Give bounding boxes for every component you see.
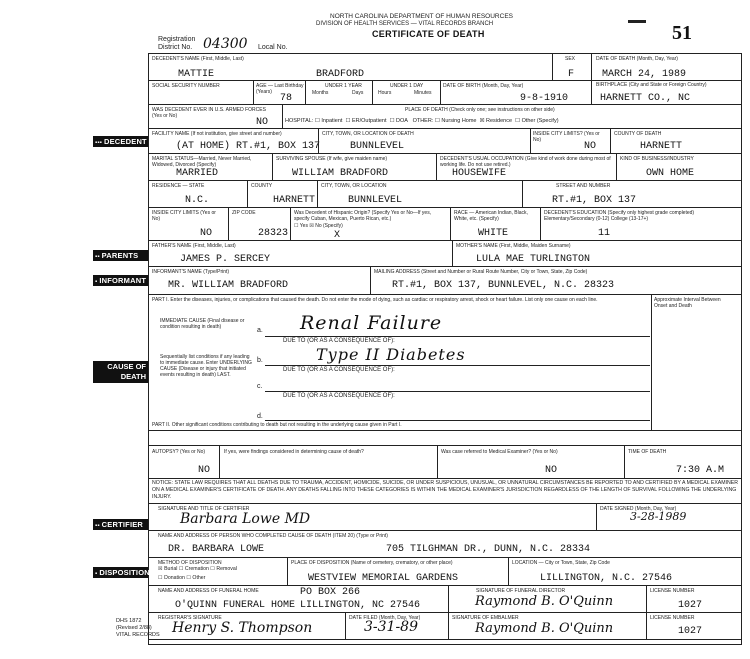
- informant-name: MR. WILLIAM BRADFORD: [168, 280, 289, 291]
- divider: [540, 207, 541, 240]
- education-label: DECEDENT'S EDUCATION (Specify only highest grade completed) Elementary/Secondary (0-12) College (13-17+): [544, 210, 695, 222]
- divider: [253, 80, 254, 104]
- hispanic-label: Was Decedent of Hispanic Origin? (Specify Yes or No—If yes, specify Cuban, Mexican, Puerto Rican, etc.): [294, 210, 432, 222]
- divider: [228, 207, 229, 240]
- rule: [148, 585, 742, 586]
- zip-label: ZIP CODE: [232, 210, 256, 216]
- armed-forces: NO: [256, 117, 269, 128]
- method-label: METHOD OF DISPOSITION: [158, 560, 222, 566]
- cause-line-c: [265, 391, 650, 392]
- res-limits-label: INSIDE CITY LIMITS (Yes or No): [152, 210, 216, 222]
- hours-label: Hours: [378, 90, 392, 96]
- hospital-label: HOSPITAL:: [285, 118, 314, 124]
- divider: [448, 585, 449, 639]
- divider: [452, 240, 453, 266]
- rule: [148, 503, 742, 504]
- license2-label: LICENSE NUMBER: [650, 615, 695, 621]
- birthplace: HARNETT CO., NC: [600, 93, 691, 104]
- date-of-death: MARCH 24, 1989: [602, 69, 687, 80]
- registrar-label: REGISTRAR'S SIGNATURE: [158, 615, 222, 621]
- place-of-death-label: PLACE OF DEATH (Check only one; see instructions on other side): [405, 107, 555, 113]
- inside-limits-label: INSIDE CITY LIMITS? (Yes or No): [533, 131, 600, 143]
- education: 11: [598, 228, 611, 239]
- inpatient-label: Inpatient: [321, 118, 343, 124]
- place-label: PLACE OF DISPOSITION (Name of cemetery, crematory, or other place): [291, 560, 453, 566]
- divider: [440, 80, 441, 104]
- hispanic-specify-label: (Specify): [323, 223, 343, 229]
- director-label: SIGNATURE OF FUNERAL DIRECTOR: [476, 588, 566, 594]
- hispanic-yes-checkbox[interactable]: ☐: [294, 223, 300, 229]
- tag-informant: ▪ INFORMANT: [95, 276, 147, 285]
- part2-label: PART II. Other significant conditions contributing to death but not resulting in the underlying cause given in Part I.: [152, 422, 402, 428]
- mother-label: MOTHER'S NAME (First, Middle, Maiden Surname): [456, 243, 571, 249]
- tag-decedent: ▪▪▪ DECEDENT: [95, 137, 147, 146]
- other-checkbox[interactable]: ☐: [186, 575, 193, 581]
- divider: [450, 207, 451, 240]
- days-label: Days: [352, 90, 364, 96]
- date-signed-label: DATE SIGNED (Month, Day, Year): [600, 506, 677, 512]
- cause-line-b: [265, 365, 650, 366]
- form-revised: (Revised 2/88): [116, 625, 152, 631]
- spouse-label: SURVIVING SPOUSE (If wife, give maiden name): [276, 156, 388, 162]
- mother-name: LULA MAE TURLINGTON: [476, 254, 591, 265]
- hispanic-value: X: [334, 230, 341, 241]
- other-label: OTHER:: [412, 118, 434, 124]
- divider: [596, 503, 597, 530]
- agency-line-1: NORTH CAROLINA DEPARTMENT OF HUMAN RESOURCES: [330, 13, 513, 20]
- autopsy: NO: [198, 465, 211, 476]
- birthplace-label: BIRTHPLACE (City and State or Foreign Country): [596, 82, 707, 88]
- divider: [651, 294, 652, 430]
- rule: [148, 104, 742, 105]
- county-of-death-label: COUNTY OF DEATH: [614, 131, 662, 137]
- rule: [148, 612, 742, 613]
- divider: [282, 104, 283, 128]
- line-d-marker: d.: [257, 413, 263, 420]
- rule: [148, 639, 742, 640]
- cause-a: Renal Failure: [300, 312, 443, 334]
- residence-city-label: CITY, TOWN, OR LOCATION: [321, 183, 387, 189]
- method-options: [158, 566, 288, 581]
- decedent-age: 78: [280, 93, 293, 104]
- residence-street: RT.#1, BOX 137: [552, 195, 637, 206]
- rule: [148, 180, 742, 181]
- funeral-home-name: O'QUINN FUNERAL HOME: [175, 600, 296, 611]
- funeral-home-address-2: LILLINGTON, NC 27546: [300, 600, 421, 611]
- race-label: RACE — American Indian, Black, White, etc. (Specify): [454, 210, 528, 222]
- date-filed-label: DATE FILED (Month, Day, Year): [349, 615, 421, 621]
- dod-label: DATE OF DEATH (Month, Day, Year): [596, 56, 678, 62]
- time-of-death: 7:30 A.M: [676, 465, 725, 476]
- residence-county: HARNETT: [273, 195, 316, 206]
- residence-label: Residence: [486, 118, 513, 124]
- part1-label: PART I. Enter the diseases, injuries, or complications that caused the death. Do not enter the mode of dying, such as cardiac or respiratory arrest, shock or heart failure. List only one cause on each line.: [152, 297, 598, 303]
- divider: [317, 180, 318, 207]
- form-number: DHS 1872: [116, 618, 142, 624]
- marital-label: MARITAL STATUS—Married, Never Married, Widowed, Divorced (Specify): [152, 156, 252, 168]
- tag-parents: ▪▪ PARENTS: [93, 250, 148, 261]
- facility-label: FACILITY NAME (If not institution, give street and number): [152, 131, 282, 137]
- under-1-year-label: UNDER 1 YEAR: [325, 83, 362, 89]
- age-label: AGE — Last Birthday (Years): [256, 83, 304, 95]
- interval-label: Approximate Interval Between Onset and Death: [654, 297, 721, 309]
- registration-label: Registration: [158, 36, 196, 43]
- name-label: DECEDENT'S NAME (First, Middle, Last): [152, 56, 244, 62]
- director-signature: Raymond B. O'Quinn: [475, 594, 614, 609]
- informant-label: INFORMANT'S NAME (Type/Print): [152, 269, 230, 275]
- residence-county-label: COUNTY: [251, 183, 273, 189]
- inpatient-checkbox[interactable]: ☐: [314, 118, 322, 124]
- date-signed: 3-28-1989: [630, 510, 687, 523]
- funeral-home-address-1: PO BOX 266: [300, 587, 361, 598]
- divider: [591, 53, 592, 80]
- hispanic-no-checkbox[interactable]: ☒: [309, 223, 316, 229]
- cause-b: Type II Diabetes: [316, 345, 466, 364]
- district-label: District No.: [158, 44, 193, 51]
- tag-disposition: ▪ DISPOSITION: [95, 568, 150, 577]
- decedent-sex: F: [568, 69, 575, 80]
- due-to-label-1: DUE TO (OR AS A CONSEQUENCE OF):: [283, 338, 395, 344]
- sequential-label: Sequentially list conditions if any leading to immediate cause. Enter UNDERLYING CAUSE (Disease or injury that initiated events resulting in death) LAST.: [160, 354, 252, 378]
- divider: [219, 445, 220, 478]
- minutes-label: Minutes: [414, 90, 432, 96]
- race: WHITE: [478, 228, 509, 239]
- removal-checkbox[interactable]: ☐: [210, 566, 217, 572]
- marital-status: MARRIED: [176, 168, 219, 179]
- cause-line-d: [265, 420, 650, 421]
- divider: [247, 180, 248, 207]
- doa-label: DOA: [396, 118, 408, 124]
- divider: [610, 128, 611, 153]
- district-number: 04300: [203, 36, 248, 52]
- divider: [508, 557, 509, 585]
- location-label: LOCATION — City or Town, State, Zip Code: [512, 560, 610, 566]
- city-of-death-label: CITY, TOWN, OR LOCATION OF DEATH: [322, 131, 414, 137]
- certifier-signature-label: SIGNATURE AND TITLE OF CERTIFIER: [158, 506, 250, 512]
- father-label: FATHER'S NAME (First, Middle, Last): [152, 243, 236, 249]
- rule: [148, 530, 742, 531]
- inside-limits: NO: [584, 141, 597, 152]
- er-checkbox[interactable]: ☐: [345, 118, 352, 124]
- rule: [148, 266, 742, 267]
- funeral-home-label: NAME AND ADDRESS OF FUNERAL HOME: [158, 588, 259, 594]
- certifier-signature: Barbara Lowe MD: [180, 511, 311, 527]
- dob-label: DATE OF BIRTH (Month, Day, Year): [443, 83, 524, 89]
- donation-label: Donation: [164, 575, 185, 581]
- rule: [148, 128, 742, 129]
- rule: [148, 207, 742, 208]
- father-name: JAMES P. SERCEY: [180, 254, 271, 265]
- rule: [148, 445, 742, 446]
- cremation-checkbox[interactable]: ☐: [178, 566, 185, 572]
- hispanic-yes-label: Yes: [299, 223, 308, 229]
- other-specify-label: Other (Specify): [521, 118, 559, 124]
- immediate-cause-label: IMMEDIATE CAUSE (Final disease or condition resulting in death): [160, 318, 245, 330]
- rule: [148, 478, 742, 479]
- divider: [437, 445, 438, 478]
- date-of-birth: 9-8-1910: [520, 93, 569, 104]
- divider: [436, 153, 437, 180]
- divider: [530, 128, 531, 153]
- res-inside-limits: NO: [200, 228, 213, 239]
- months-label: Months: [312, 90, 329, 96]
- decedent-first-name: MATTIE: [178, 69, 215, 80]
- business-label: KIND OF BUSINESS/INDUSTRY: [620, 156, 694, 162]
- divider: [616, 153, 617, 180]
- under-1-day-label: UNDER 1 DAY: [390, 83, 424, 89]
- divider: [318, 128, 319, 153]
- occupation: HOUSEWIFE: [452, 168, 507, 179]
- burial-label: Burial: [164, 566, 178, 572]
- county-of-death: HARNETT: [640, 141, 683, 152]
- date-filed: 3-31-89: [364, 619, 418, 635]
- line-b-marker: b.: [257, 357, 263, 364]
- embalmer-label: SIGNATURE OF EMBALMER: [452, 615, 519, 621]
- license-label: LICENSE NUMBER: [650, 588, 695, 594]
- completer-label: NAME AND ADDRESS OF PERSON WHO COMPLETED CAUSE OF DEATH (ITEM 20) (Type or Print): [158, 533, 388, 539]
- rule: [148, 557, 742, 558]
- place-options: [285, 117, 740, 126]
- divider: [272, 153, 273, 180]
- certificate-number: 51: [672, 22, 692, 44]
- agency-line-2: DIVISION OF HEALTH SERVICES — VITAL RECORDS BRANCH: [316, 21, 494, 27]
- due-to-label-2: DUE TO (OR AS A CONSEQUENCE OF):: [283, 367, 395, 373]
- embalmer-signature: Raymond B. O'Quinn: [475, 621, 614, 636]
- certificate-title: CERTIFICATE OF DEATH: [372, 29, 485, 39]
- embalmer-license: 1027: [678, 626, 703, 637]
- divider: [305, 80, 306, 104]
- nursing-home-label: Nursing Home: [441, 118, 477, 124]
- doa-checkbox[interactable]: ☐: [389, 118, 397, 124]
- armed-forces-label: WAS DECEDENT EVER IN U.S. ARMED FORCES (Yes or No): [152, 107, 266, 119]
- business: OWN HOME: [646, 168, 695, 179]
- time-label: TIME OF DEATH: [628, 449, 667, 455]
- sex-label: SEX: [565, 56, 576, 62]
- disposition-location: LILLINGTON, N.C. 27546: [540, 573, 673, 584]
- due-to-label-3: DUE TO (OR AS A CONSEQUENCE OF):: [283, 393, 395, 399]
- er-label: ER/Outpatient: [351, 118, 387, 124]
- residence-state: N.C.: [185, 195, 210, 206]
- local-label: Local No.: [258, 44, 288, 51]
- completer-name: DR. BARBARA LOWE: [168, 544, 265, 555]
- director-license: 1027: [678, 600, 703, 611]
- decedent-last-name: BRADFORD: [316, 69, 365, 80]
- rule: [148, 294, 742, 295]
- divider: [552, 53, 553, 80]
- cremation-label: Cremation: [184, 566, 209, 572]
- findings-label: If yes, were findings considered in determining cause of death?: [224, 449, 364, 455]
- divider: [522, 180, 523, 207]
- me-label: Was case referred to Medical Examiner? (Yes or No): [441, 449, 558, 455]
- divider: [287, 557, 288, 585]
- ssn-label: SOCIAL SECURITY NUMBER: [152, 83, 220, 89]
- divider: [372, 80, 373, 104]
- nursing-home-checkbox[interactable]: ☐: [434, 118, 442, 124]
- residence-state-label: RESIDENCE — STATE: [152, 183, 205, 189]
- divider: [290, 207, 291, 240]
- divider: [370, 266, 371, 294]
- place-of-disposition: WESTVIEW MEMORIAL GARDENS: [308, 573, 459, 584]
- surviving-spouse: WILLIAM BRADFORD: [292, 168, 389, 179]
- rule: [148, 153, 742, 154]
- notice-text: NOTICE: STATE LAW REQUIRES THAT ALL DEATHS DUE TO TRAUMA, ACCIDENT, HOMICIDE, SUICIDE, OR UNDER SUSPICIOUS, UNUSUAL, OR UNNATURAL CIRCUMSTANCES BE REPORTED TO AND CERTIFIED BY A MEDICAL EXAMINER ON A MEDICAL EXAMINER'S CERTIFICATE OF DEATH. ANY DEATHS FALLING INTO THESE CATEGORIES IS WITHIN THE MEDICAL EXAMINER'S JURISDICTION REGARDLESS OF THE LENGTH OF SURVIVAL FOLLOWING THE UNDERLYING INJURY.: [152, 480, 738, 500]
- donation-checkbox[interactable]: ☐: [158, 575, 165, 581]
- other-specify-checkbox[interactable]: ☐: [515, 118, 522, 124]
- tag-cause-of-death: CAUSE OF DEATH: [93, 361, 148, 383]
- hispanic-options: [294, 223, 343, 229]
- residence-checkbox[interactable]: ☒: [479, 118, 487, 124]
- divider: [646, 585, 647, 639]
- mailing-address: RT.#1, BOX 137, BUNNLEVEL, N.C. 28323: [392, 280, 615, 291]
- tag-certifier: ▪▪ CERTIFIER: [93, 519, 148, 530]
- corner-mark: [628, 20, 646, 23]
- hispanic-no-label: No: [315, 223, 322, 229]
- removal-label: Removal: [216, 566, 237, 572]
- registrar-signature: Henry S. Thompson: [172, 620, 313, 636]
- rule: [148, 430, 742, 431]
- autopsy-label: AUTOPSY? (Yes or No): [152, 449, 206, 455]
- rule: [148, 240, 742, 241]
- medical-examiner: NO: [545, 465, 558, 476]
- line-c-marker: c.: [257, 383, 263, 390]
- city-of-death: BUNNLEVEL: [350, 141, 405, 152]
- certificate-header: [150, 8, 710, 52]
- cause-line-a: [265, 336, 650, 337]
- form-office: VITAL RECORDS: [116, 632, 160, 638]
- facility-name: (AT HOME) RT.#1, BOX 137: [176, 141, 321, 152]
- zip-code: 28323: [258, 228, 289, 239]
- divider: [345, 612, 346, 639]
- mailing-label: MAILING ADDRESS (Street and Number or Rural Route Number, City or Town, State, Zip Code): [374, 269, 588, 275]
- divider: [591, 80, 592, 104]
- residence-city: BUNNLEVEL: [348, 195, 403, 206]
- occupation-label: DECEDENT'S USUAL OCCUPATION (Give kind of work done during most of working life. Do not use retired.): [440, 156, 611, 168]
- other-method-label: Other: [192, 575, 206, 581]
- line-a-marker: a.: [257, 327, 263, 334]
- street-label: STREET AND NUMBER: [556, 183, 611, 189]
- divider: [624, 445, 625, 478]
- completer-address: 705 TILGHMAN DR., DUNN, N.C. 28334: [386, 544, 591, 555]
- burial-checkbox[interactable]: ☒: [158, 566, 165, 572]
- rule: [148, 80, 742, 81]
